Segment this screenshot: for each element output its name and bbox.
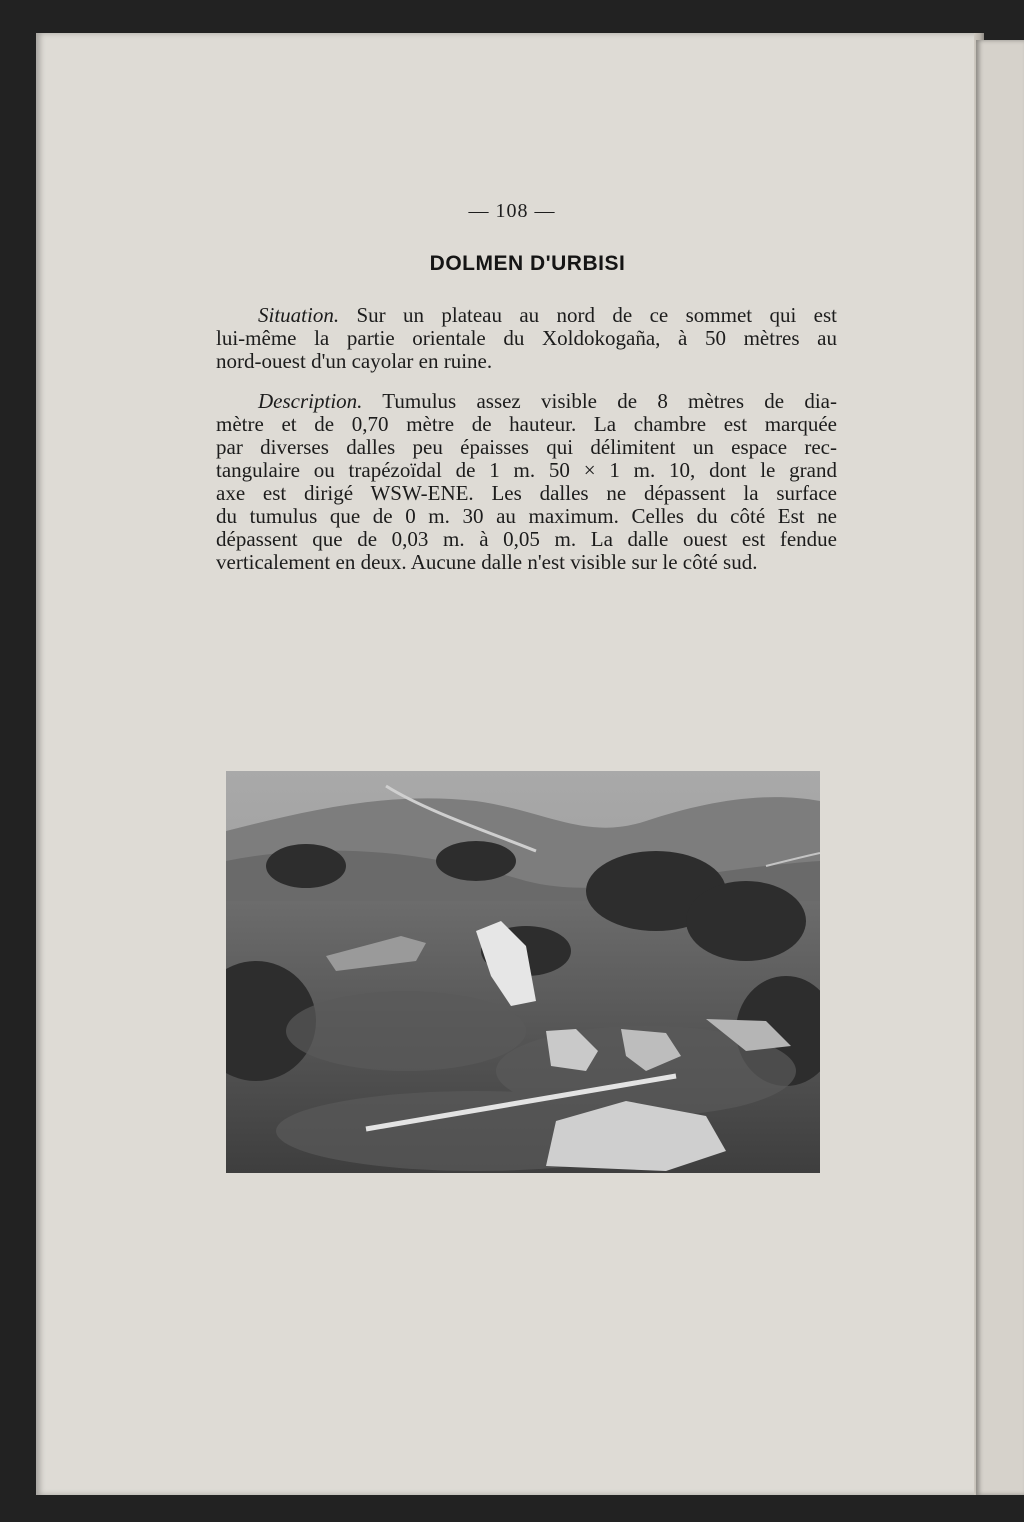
description-paragraph bbox=[216, 390, 837, 574]
situation-line-2: lui-même la partie orientale du Xoldokogaña, à 50 mètres au bbox=[216, 326, 837, 350]
situation-line-3: nord-ouest d'un cayolar en ruine. bbox=[216, 349, 493, 373]
situation-paragraph bbox=[216, 304, 837, 373]
photo-landscape-illustration bbox=[226, 771, 820, 1173]
dolmen-photograph bbox=[226, 771, 820, 1173]
description-line-3: par diverses dalles peu épaisses qui délimitent un espace rec- bbox=[216, 435, 837, 459]
situation-label: Situation. bbox=[258, 303, 340, 327]
description-label: Description. bbox=[258, 389, 363, 413]
description-line-2: mètre et de 0,70 mètre de hauteur. La chambre est marquée bbox=[216, 412, 837, 436]
page-number: — 108 — bbox=[468, 200, 556, 222]
description-line-7: dépassent que de 0,03 m. à 0,05 m. La dalle ouest est fendue bbox=[216, 527, 837, 551]
situation-line-1 bbox=[216, 304, 837, 327]
description-line-6: du tumulus que de 0 m. 30 au maximum. Celles du côté Est ne bbox=[216, 504, 837, 528]
description-line-1 bbox=[216, 390, 837, 413]
description-line-1-text: Tumulus assez visible de 8 mètres de dia- bbox=[362, 389, 837, 413]
description-line-4: tangulaire ou trapézoïdal de 1 m. 50 × 1 m. 10, dont le grand bbox=[216, 458, 837, 482]
description-line-8: verticalement en deux. Aucune dalle n'est visible sur le côté sud. bbox=[216, 550, 758, 574]
description-line-5: axe est dirigé WSW-ENE. Les dalles ne dépassent la surface bbox=[216, 481, 837, 505]
page-title: DOLMEN D'URBISI bbox=[429, 252, 626, 275]
situation-line-1-text: Sur un plateau au nord de ce sommet qui est bbox=[339, 303, 837, 327]
